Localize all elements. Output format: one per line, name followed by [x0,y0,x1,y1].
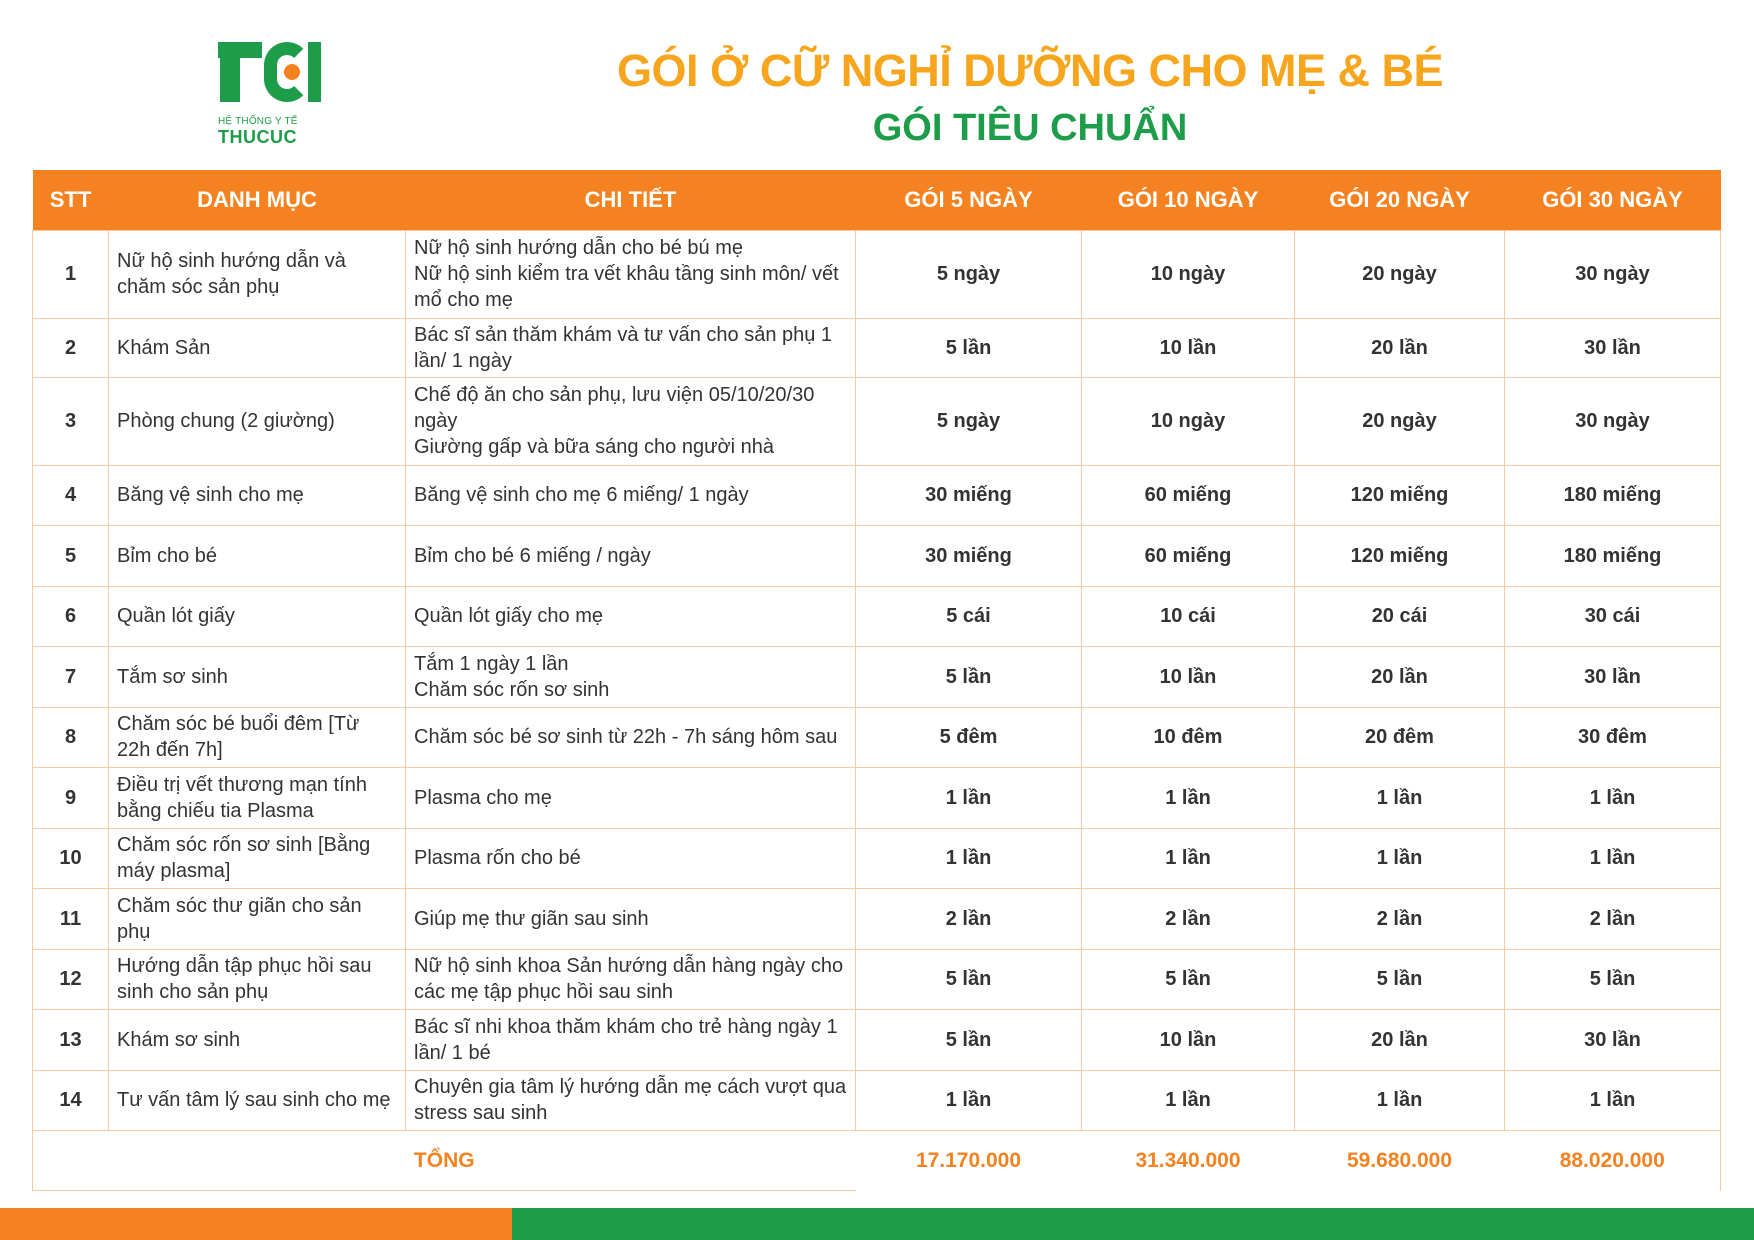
row-details [406,1010,856,1071]
total-package-30: 88.020.000 [1505,1131,1721,1191]
row-value-package-5: 5 lần [856,1010,1082,1071]
logo-mark [218,42,318,102]
row-stt: 12 [33,949,109,1010]
row-value-package-20: 20 ngày [1295,230,1505,318]
row-details [406,465,856,526]
row-stt: 7 [33,647,109,708]
table-row [33,230,1721,318]
row-category: Chăm sóc rốn sơ sinh [Bằng máy plasma] [109,828,406,889]
row-value-package-20: 20 lần [1295,1010,1505,1071]
detail-line: Tắm 1 ngày 1 lần [414,652,569,675]
row-details [406,889,856,950]
header-category: DANH MỤC [109,170,406,230]
row-value-package-10: 5 lần [1082,949,1295,1010]
row-category: Tắm sơ sinh [109,647,406,708]
row-value-package-20: 2 lần [1295,889,1505,950]
row-value-package-30: 30 ngày [1505,377,1721,465]
row-value-package-10: 10 đêm [1082,707,1295,768]
row-value-package-10: 1 lần [1082,768,1295,829]
row-value-package-30: 30 ngày [1505,230,1721,318]
row-category: Tư vấn tâm lý sau sinh cho mẹ [109,1070,406,1131]
row-value-package-10: 10 ngày [1082,230,1295,318]
table-row [33,318,1721,377]
row-details [406,526,856,587]
row-value-package-10: 10 cái [1082,586,1295,647]
row-value-package-20: 20 cái [1295,586,1505,647]
row-value-package-10: 10 lần [1082,318,1295,377]
row-value-package-30: 2 lần [1505,889,1721,950]
row-category: Khám sơ sinh [109,1010,406,1071]
table-row [33,889,1721,950]
row-value-package-30: 1 lần [1505,768,1721,829]
row-value-package-10: 10 lần [1082,647,1295,708]
row-stt: 8 [33,707,109,768]
total-label: TỔNG [33,1131,856,1191]
row-value-package-30: 30 lần [1505,318,1721,377]
table-row [33,465,1721,526]
row-value-package-20: 120 miếng [1295,465,1505,526]
row-value-package-30: 30 cái [1505,586,1721,647]
row-category: Phòng chung (2 giường) [109,377,406,465]
row-stt: 5 [33,526,109,587]
page-subtitle: GÓI TIÊU CHUẨN [872,107,1188,149]
row-value-package-5: 30 miếng [856,465,1082,526]
row-value-package-5: 5 lần [856,318,1082,377]
row-value-package-20: 20 đêm [1295,707,1505,768]
header-details: CHI TIẾT [406,170,856,230]
row-value-package-20: 1 lần [1295,1070,1505,1131]
table-row [33,1010,1721,1071]
table-row [33,707,1721,768]
row-details [406,318,856,377]
row-value-package-10: 60 miếng [1082,465,1295,526]
header-package-5: GÓI 5 NGÀY [856,170,1082,230]
table-row [33,949,1721,1010]
row-value-package-30: 1 lần [1505,1070,1721,1131]
row-value-package-20: 1 lần [1295,828,1505,889]
detail-line: Nữ hộ sinh kiểm tra vết khâu tầng sinh môn/ vết mổ cho mẹ [414,263,839,311]
row-details [406,828,856,889]
detail-line: Băng vệ sinh cho mẹ 6 miếng/ 1 ngày [414,484,749,507]
row-details [406,230,856,318]
table-header-row [33,170,1721,230]
row-stt: 3 [33,377,109,465]
row-category: Băng vệ sinh cho mẹ [109,465,406,526]
row-value-package-10: 2 lần [1082,889,1295,950]
row-details [406,586,856,647]
table-body [33,230,1721,1131]
logo-subtitle: HỆ THỐNG Y TẾ [218,116,298,127]
row-value-package-30: 30 lần [1505,1010,1721,1071]
row-value-package-5: 5 cái [856,586,1082,647]
row-stt: 9 [33,768,109,829]
table-row [33,647,1721,708]
detail-line: Bác sĩ sản thăm khám và tư vấn cho sản phụ 1 lần/ 1 ngày [414,323,833,372]
row-category: Bỉm cho bé [109,526,406,587]
detail-line: Chuyên gia tâm lý hướng dẫn mẹ cách vượt qua stress sau sinh [414,1076,847,1125]
row-value-package-30: 180 miếng [1505,526,1721,587]
total-package-5: 17.170.000 [915,1148,1022,1172]
total-package-10: 31.340.000 [1135,1148,1241,1172]
row-value-package-30: 1 lần [1505,828,1721,889]
row-value-package-20: 20 ngày [1295,377,1505,465]
detail-line: Bỉm cho bé 6 miếng / ngày [414,544,651,567]
row-stt: 13 [33,1010,109,1071]
row-value-package-5: 5 lần [856,949,1082,1010]
row-details [406,1070,856,1131]
detail-line: Nữ hộ sinh khoa Sản hướng dẫn hàng ngày cho các mẹ tập phục hồi sau sinh [414,955,844,1004]
total-package-20: 59.680.000 [1346,1148,1453,1172]
row-value-package-5: 2 lần [856,889,1082,950]
tci-logo [218,42,318,147]
detail-line: Plasma rốn cho bé [414,847,581,870]
row-details [406,768,856,829]
package-table [32,170,1721,1191]
detail-line: Plasma cho mẹ [414,786,552,809]
detail-line: Giường gấp và bữa sáng cho người nhà [414,436,774,458]
row-stt: 11 [33,889,109,950]
header-package-30: GÓI 30 NGÀY [1505,170,1721,230]
table-row [33,377,1721,465]
detail-line: Chăm sóc bé sơ sinh từ 22h - 7h sáng hôm sau [414,726,838,749]
table-row [33,828,1721,889]
row-value-package-5: 1 lần [856,1070,1082,1131]
table-row [33,526,1721,587]
detail-line: Chăm sóc rốn sơ sinh [414,678,610,701]
row-details [406,647,856,708]
row-category: Khám Sản [109,318,406,377]
row-value-package-10: 1 lần [1082,828,1295,889]
row-category: Nữ hộ sinh hướng dẫn và chăm sóc sản phụ [109,230,406,318]
row-value-package-20: 20 lần [1295,318,1505,377]
row-category: Chăm sóc thư giãn cho sản phụ [109,889,406,950]
row-value-package-10: 60 miếng [1082,526,1295,587]
row-value-package-30: 5 lần [1505,949,1721,1010]
row-value-package-5: 5 ngày [856,377,1082,465]
row-details [406,707,856,768]
detail-line: Giúp mẹ thư giãn sau sinh [414,907,649,930]
row-category: Chăm sóc bé buổi đêm [Từ 22h đến 7h] [109,707,406,768]
footer-bar-orange [0,1208,512,1240]
row-stt: 10 [33,828,109,889]
detail-line: Chế độ ăn cho sản phụ, lưu viện 05/10/20/30 ngày [414,384,815,432]
row-value-package-10: 10 lần [1082,1010,1295,1071]
footer-bar-green [512,1208,1754,1240]
detail-line: Nữ hộ sinh hướng dẫn cho bé bú mẹ [414,237,743,259]
row-value-package-5: 5 ngày [856,230,1082,318]
page-title: GÓI Ở CỮ NGHỈ DƯỠNG CHO MẸ & BÉ [617,45,1443,96]
row-details [406,949,856,1010]
row-value-package-20: 20 lần [1295,647,1505,708]
row-value-package-30: 30 đêm [1505,707,1721,768]
row-value-package-5: 5 đêm [856,707,1082,768]
row-value-package-30: 30 lần [1505,647,1721,708]
logo-name: THUCUC [218,127,297,147]
row-details [406,377,856,465]
row-stt: 14 [33,1070,109,1131]
header-package-10: GÓI 10 NGÀY [1082,170,1295,230]
row-value-package-30: 180 miếng [1505,465,1721,526]
row-stt: 1 [33,230,109,318]
row-value-package-5: 30 miếng [856,526,1082,587]
row-value-package-5: 5 lần [856,647,1082,708]
row-stt: 4 [33,465,109,526]
row-stt: 2 [33,318,109,377]
row-value-package-5: 1 lần [856,768,1082,829]
detail-line: Quần lót giấy cho mẹ [414,605,603,628]
table-row [33,586,1721,647]
detail-line: Bác sĩ nhi khoa thăm khám cho trẻ hàng ngày 1 lần/ 1 bé [414,1015,838,1064]
row-stt: 6 [33,586,109,647]
header-package-20: GÓI 20 NGÀY [1295,170,1505,230]
row-value-package-20: 120 miếng [1295,526,1505,587]
row-value-package-5: 1 lần [856,828,1082,889]
table-row [33,1070,1721,1131]
table-row [33,768,1721,829]
row-category: Hướng dẫn tập phục hồi sau sinh cho sản phụ [109,949,406,1010]
row-value-package-10: 1 lần [1082,1070,1295,1131]
row-value-package-10: 10 ngày [1082,377,1295,465]
row-category: Điều trị vết thương mạn tính bằng chiếu tia Plasma [109,768,406,829]
row-value-package-20: 5 lần [1295,949,1505,1010]
total-row [33,1131,1721,1191]
row-category: Quần lót giấy [109,586,406,647]
header-stt: STT [33,170,109,230]
row-value-package-20: 1 lần [1295,768,1505,829]
